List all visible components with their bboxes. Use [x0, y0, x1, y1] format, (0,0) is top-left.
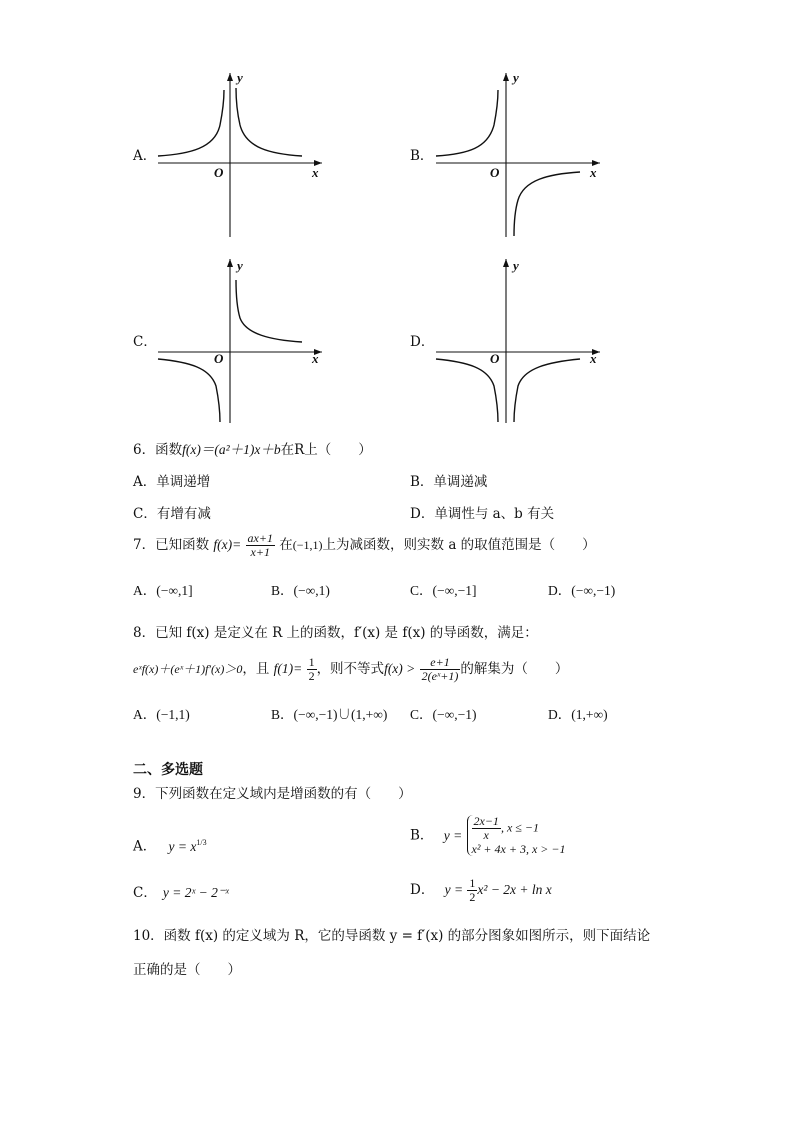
q7-option-a: A．(−∞,1]: [133, 583, 193, 598]
svg-text:x: x: [312, 351, 319, 366]
q8-option-d: D．(1,+∞): [548, 707, 608, 722]
svg-text:y: y: [513, 258, 519, 273]
y-axis-arrow: [227, 73, 233, 81]
curve-left: [158, 359, 220, 422]
svg-text:O: O: [214, 351, 224, 366]
q8-line1: 8．已知 f(x) 是定义在 R 上的函数，f′(x) 是 f(x) 的导函数，满足：: [133, 625, 538, 641]
q6-option-c: C．有增有减: [133, 506, 211, 522]
q7-option-b: B．(−∞,1): [271, 583, 330, 598]
q7-option-d: D．(−∞,−1): [548, 583, 616, 598]
q6-option-a: A．单调递增: [133, 474, 211, 490]
svg-text:x: x: [590, 165, 597, 180]
graph-d: [428, 256, 608, 426]
q9-option-b: B． y = $\frac{2x-1}{x}$ , x ≤ −1 x² + 4x + 3, x > −1: [410, 814, 566, 856]
svg-text:O: O: [490, 351, 500, 366]
q9-stem: 9．下列函数在定义域内是增函数的有（ ）: [133, 786, 412, 802]
svg-text:y: y: [237, 258, 243, 273]
piecewise-brace: $\frac{2x-1}{x}$ , x ≤ −1 x² + 4x + 3, x > −1: [467, 815, 566, 856]
q7-stem: 7．已知函数 f(x)= $\frac{ax+1}{x+1}$ 在(−1,1)上为减函数，则实数 a 的取值范围是（ ）: [133, 531, 596, 559]
curve-left: [436, 359, 498, 422]
q9-d-half: $\frac{1}{2}$: [469, 876, 476, 904]
graph-b: [428, 70, 608, 240]
q10-line1: 10．函数 f(x) 的定义域为 R，它的导函数 y = f′(x) 的部分图象如图所示，则下面结论: [133, 928, 651, 944]
q8-option-a: A．(−1,1): [133, 707, 190, 722]
curve-right: [236, 280, 302, 342]
curve-right: [236, 88, 302, 156]
option-label-c: C．: [133, 334, 157, 350]
q10-line2: 正确的是（ ）: [133, 962, 241, 978]
svg-text:x: x: [590, 351, 597, 366]
q8-rhs-fraction: $\frac{e+1}{\text{2(eˣ+1)}}$: [421, 655, 459, 683]
curve-right: [514, 172, 580, 236]
section-heading: 二、多选题: [133, 762, 203, 778]
q7-fraction: $\frac{ax+1}{x+1}$: [247, 531, 273, 559]
graph-a: [150, 70, 330, 240]
option-label-a: A．: [133, 148, 157, 164]
graph-c: [150, 256, 330, 426]
q8-option-c: C．(−∞,−1): [410, 707, 477, 722]
q9-option-d: D． y = $\frac{1}{2}$ x² − 2x + ln x: [410, 876, 552, 904]
curve-right: [514, 359, 580, 422]
svg-text:O: O: [490, 165, 500, 180]
option-label-b: B．: [410, 148, 434, 164]
q8-half: $\frac{1}{2}$: [308, 655, 315, 683]
q9-option-c: C． y = 2ˣ − 2⁻ˣ: [133, 885, 229, 901]
svg-text:y: y: [513, 70, 519, 85]
x-label: x: [312, 165, 319, 180]
option-label-d: D．: [410, 334, 435, 350]
q7-option-c: C．(−∞,−1]: [410, 583, 477, 598]
q6-option-b: B．单调递减: [410, 474, 488, 490]
q6-stem: 6．函数f(x)＝(a²＋1)x＋b在R上（ ）: [133, 442, 372, 458]
q8-line2: eˣf(x)＋(eˣ＋1)f′(x)＞0，且 f(1)= $\frac{1}{2}$ ，则不等式f(x) > $\frac{e+1}{\text{2(eˣ+1)}}$ 的解集为（ ）: [133, 655, 569, 683]
q9-option-a: A． $y = x^{1/3}$: [133, 838, 207, 855]
curve-left: [158, 90, 224, 156]
q8-option-b: B．(−∞,−1)∪(1,+∞): [271, 707, 388, 722]
origin-label: O: [214, 165, 224, 180]
q6-option-d: D．单调性与 a、b 有关: [410, 506, 555, 522]
curve-left: [436, 90, 498, 156]
y-label: y: [237, 70, 243, 85]
